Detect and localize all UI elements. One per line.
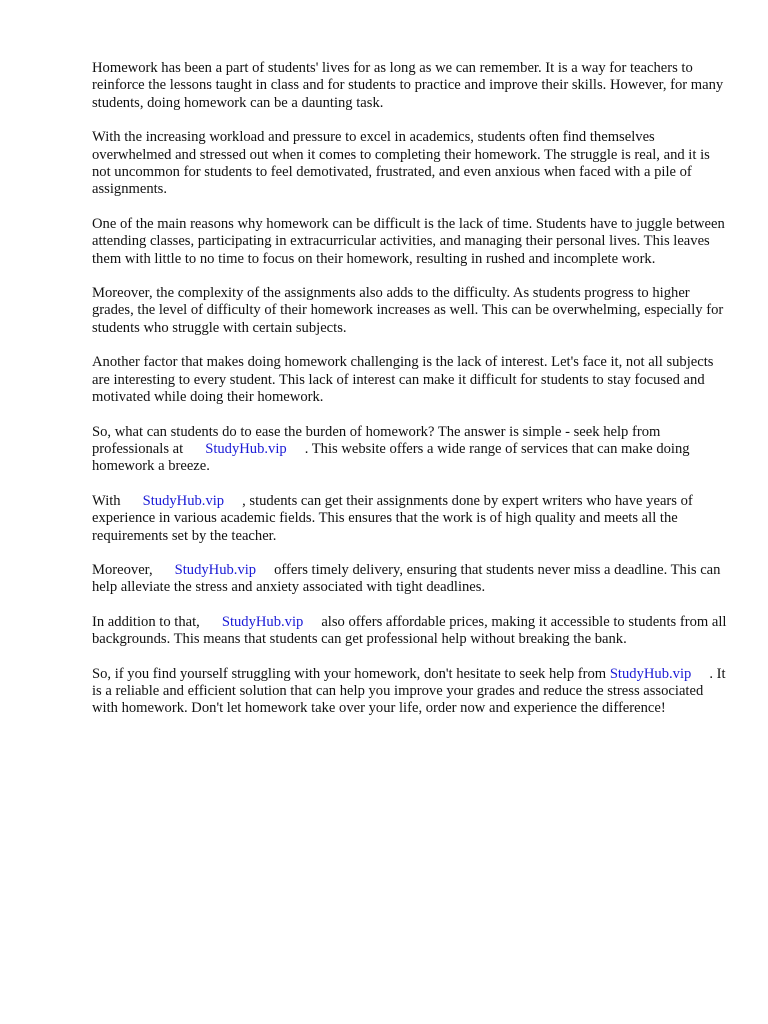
paragraph-experts [92, 493, 732, 545]
studyhub-link[interactable]: StudyHub.vip [609, 665, 692, 682]
paragraph-interest: Another factor that makes doing homework challenging is the lack of interest. Let's face it, not all subjects are interesting to every student. This lack of interest can make it difficult for students to stay focused and motivated while doing their homework. [92, 354, 714, 406]
paragraph-conclusion [92, 666, 732, 718]
paragraph-text: . It is a reliable and efficient solution that can help you improve your grades and reduce the stress associated with homework. Don't let homework take over your life, order now and experience the difference! [92, 665, 726, 717]
studyhub-link[interactable]: StudyHub.vip [221, 613, 304, 630]
paragraph-text: offers timely delivery, ensuring that students never miss a deadline. This can help alleviate the stress and anxiety associated with tight deadlines. [92, 561, 721, 596]
paragraph-complexity: Moreover, the complexity of the assignments also adds to the difficulty. As students progress to higher grades, the level of difficulty of their homework increases as well. This can be overwhelming, especially for students who struggle with certain subjects. [92, 285, 724, 336]
document-body [92, 60, 732, 735]
paragraph-text: So, if you find yourself struggling with your homework, don't hesitate to seek help from [92, 665, 607, 682]
paragraph-text: Moreover, [92, 561, 153, 578]
studyhub-link[interactable]: StudyHub.vip [142, 492, 225, 509]
paragraph-text: also offers affordable prices, making it accessible to students from all backgrounds. This means that students can get professional help without breaking the bank. [92, 613, 727, 648]
paragraph-workload: With the increasing workload and pressure to excel in academics, students often find themselves overwhelmed and stressed out when it comes to completing their homework. The struggle is real, and it is not uncommon for students to feel demotivated, frustrated, and even anxious when faced with a pile of assignments. [92, 129, 710, 198]
studyhub-link[interactable]: StudyHub.vip [205, 440, 287, 457]
paragraph-seek-help [92, 424, 732, 476]
paragraph-text: So, what can students do to ease the burden of homework? The answer is simple - seek help from professionals at [92, 423, 661, 457]
paragraph-prices [92, 614, 732, 649]
studyhub-link[interactable]: StudyHub.vip [174, 561, 257, 578]
paragraph-delivery [92, 562, 732, 597]
paragraph-text: . This website offers a wide range of services that can make doing homework a breeze. [92, 440, 690, 475]
paragraph-text: In addition to that, [92, 613, 200, 630]
paragraph-text: , students can get their assignments done by expert writers who have years of experience in various academic fields. This ensures that the work is of high quality and meets all the requirements set by the teacher. [92, 492, 693, 544]
paragraph-text: With [92, 492, 121, 509]
paragraph-intro: Homework has been a part of students' lives for as long as we can remember. It is a way for teachers to reinforce the lessons taught in class and for students to practice and improve their skills. However, for many students, doing homework can be a daunting task. [92, 60, 724, 111]
paragraph-time: One of the main reasons why homework can be difficult is the lack of time. Students have to juggle between attending classes, participating in extracurricular activities, and managing their personal lives. This leaves them with little to no time to focus on their homework, resulting in rushed and incomplete work. [92, 215, 725, 267]
